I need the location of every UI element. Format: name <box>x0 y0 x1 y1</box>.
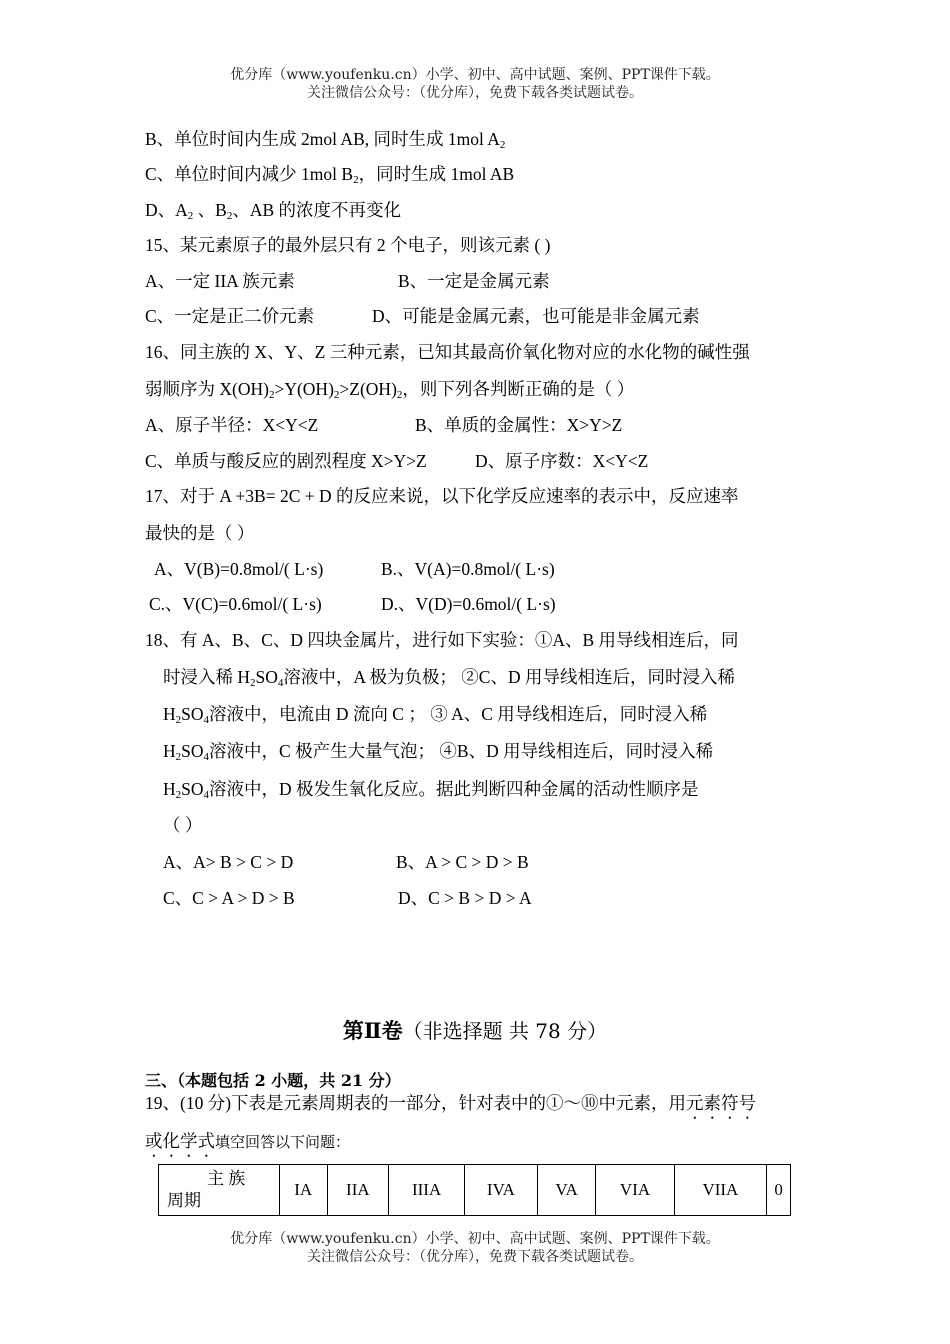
q14-option-d <box>145 197 401 222</box>
table-row <box>159 1165 791 1216</box>
q16-s2-t4: ，则下列各判断正确的是（ ） <box>402 379 635 399</box>
q19-l1-text: 19、(10 分)下表是元素周期表的一部分，针对表中的①～⑩中元素，用 <box>145 1093 687 1113</box>
q16-s2-sub3: 2 <box>396 389 403 401</box>
group-header-iiia: IIIA <box>389 1165 465 1216</box>
q17-stem-1: 17、对于 A +3B= 2C + D 的反应来说，以下化学反应速率的表示中，反应速率 <box>145 486 739 506</box>
q14-d-text: D、A <box>145 200 188 220</box>
q18-option-a: A、A> B > C > D <box>163 852 294 872</box>
q18-l4-sub1: 2 <box>175 751 182 763</box>
q18-option-d: D、C > B > D > A <box>398 888 532 908</box>
q15-option-c: C、一定是正二价元素 <box>145 306 315 326</box>
q19-l2-text: 填空回答以下问题： <box>215 1135 351 1151</box>
part-2-title <box>0 1015 950 1045</box>
q14-option-b <box>145 126 505 151</box>
q14-c-text2: ，同时生成 1mol AB <box>358 164 515 184</box>
q18-option-b: B、A > C > D > B <box>396 852 529 872</box>
q14-d-text3: 、AB 的浓度不再变化 <box>232 200 402 220</box>
q18-l4-t1: H <box>163 741 176 761</box>
q16-stem-2 <box>145 376 634 401</box>
q19-l2-emphasis: 或化学式 <box>145 1131 215 1151</box>
group-header-via: VIA <box>596 1165 674 1216</box>
q16-stem-1: 16、同主族的 X、Y、Z 三种元素，已知其最高价氧化物对应的水化物的碱性强 <box>145 342 750 362</box>
q18-option-c: C、C > A > D > B <box>163 888 295 908</box>
q16-s2-sub1: 2 <box>268 389 275 401</box>
group-header-iva: IVA <box>465 1165 538 1216</box>
q14-b-sub: 2 <box>499 139 506 151</box>
q18-l3-sub1: 2 <box>175 714 182 726</box>
q15-option-b: B、一定是金属元素 <box>398 271 550 291</box>
group-header-0: 0 <box>767 1165 791 1216</box>
section-3-heading: 三、（本题包括 2 小题，共 21 分） <box>145 1071 401 1090</box>
q14-option-c <box>145 161 514 186</box>
header-line-1: 优分库（www.youfenku.cn）小学、初中、高中试题、案例、PPT课件下载。 <box>230 67 720 83</box>
q18-l2-sub1: 2 <box>250 677 256 689</box>
part-2-title-main: 第Ⅱ卷 <box>342 1018 403 1043</box>
q16-s2-sub2: 2 <box>333 389 340 401</box>
q18-l5-t1: H <box>163 779 176 799</box>
q18-l5-sub1: 2 <box>175 789 182 801</box>
q18-line-3 <box>163 701 707 726</box>
q18-l2-t2: SO <box>255 667 278 687</box>
q17-option-c: C.、V(C)=0.6mol/( L·s) <box>149 594 322 614</box>
page-header <box>0 66 950 102</box>
q18-l5-t3: 溶液中，D 极发生氧化反应。据此判断四种金属的活动性顺序是 <box>209 779 699 799</box>
q18-l5-sub2: 4 <box>203 789 210 801</box>
q19-l1-emphasis: 元素符号 <box>686 1093 757 1113</box>
q18-l5-t2: SO <box>181 779 204 799</box>
q19-line-2 <box>145 1128 350 1161</box>
footer-line-1: 优分库（www.youfenku.cn）小学、初中、高中试题、案例、PPT课件下载。 <box>230 1231 720 1247</box>
q14-c-sub: 2 <box>353 174 359 186</box>
q14-c-text: C、单位时间内减少 1mol B <box>145 164 354 184</box>
table-corner-cell <box>159 1165 280 1216</box>
part-2-subtitle: （非选择题 共 78 分） <box>402 1019 608 1043</box>
q16-s2-t1: 弱顺序为 X(OH) <box>145 379 269 399</box>
q18-l4-t3: 溶液中，C 极产生大量气泡； ④B、D 用导线相连后，同时浸入稀 <box>209 741 714 761</box>
periodic-table <box>158 1164 791 1216</box>
q15-option-d: D、可能是金属元素，也可能是非金属元素 <box>372 306 700 326</box>
q15-stem: 15、某元素原子的最外层只有 2 个电子，则该元素 ( ) <box>145 235 551 255</box>
q18-l2-t3: 溶液中，A 极为负极； ②C、D 用导线相连后，同时浸入稀 <box>283 667 735 687</box>
q16-option-d: D、原子序数：X<Y<Z <box>475 451 649 471</box>
q16-option-a: A、原子半径：X<Y<Z <box>145 415 319 435</box>
q18-l2-sub2: 4 <box>277 677 284 689</box>
q16-option-b: B、单质的金属性：X>Y>Z <box>415 415 623 435</box>
page-footer <box>0 1230 950 1266</box>
q18-l3-sub2: 4 <box>203 714 210 726</box>
q18-line-6: （ ） <box>163 815 203 835</box>
q18-l2-t1: 时浸入稀 H <box>163 667 251 687</box>
group-header-ia: IA <box>280 1165 328 1216</box>
q18-line-4 <box>163 738 713 763</box>
q16-option-c: C、单质与酸反应的剧烈程度 X>Y>Z <box>145 451 427 471</box>
q16-s2-t3: >Z(OH) <box>339 379 397 399</box>
corner-period-label: 周期 <box>167 1191 201 1210</box>
group-header-viia: VIIA <box>674 1165 766 1216</box>
q14-d-sub1: 2 <box>187 210 194 222</box>
q18-l4-sub2: 4 <box>203 751 210 763</box>
q18-l3-t2: SO <box>181 704 204 724</box>
q14-d-text2: 、B <box>193 200 227 220</box>
header-line-2: 关注微信公众号：（优分库），免费下载各类试题试卷。 <box>307 85 643 101</box>
q18-l4-t2: SO <box>181 741 204 761</box>
q18-line-2 <box>163 664 735 689</box>
q14-b-text: B、单位时间内生成 2mol AB, 同时生成 1mol A <box>145 129 500 149</box>
q18-line-5 <box>163 776 699 801</box>
q17-option-d: D.、V(D)=0.6mol/( L·s) <box>381 594 556 614</box>
q18-line-1: 18、有 A、B、C、D 四块金属片，进行如下实验：①A、B 用导线相连后，同 <box>145 630 739 650</box>
q19-line-1 <box>145 1090 756 1123</box>
footer-line-2: 关注微信公众号：（优分库），免费下载各类试题试卷。 <box>307 1249 643 1265</box>
q18-l3-t1: H <box>163 704 176 724</box>
group-header-va: VA <box>537 1165 596 1216</box>
q18-l3-t3: 溶液中，电流由 D 流向 C ； ③ A、C 用导线相连后，同时浸入稀 <box>209 704 708 724</box>
group-header-iia: IIA <box>327 1165 389 1216</box>
q17-option-a: A、V(B)=0.8mol/( L·s) <box>154 559 324 579</box>
q14-d-sub2: 2 <box>226 210 233 222</box>
q15-option-a: A、一定 IIA 族元素 <box>145 271 295 291</box>
corner-group-label: 主 族 <box>207 1169 246 1188</box>
q17-option-b: B.、V(A)=0.8mol/( L·s) <box>381 559 555 579</box>
q16-s2-t2: >Y(OH) <box>274 379 334 399</box>
q17-stem-2: 最快的是（ ） <box>145 523 255 543</box>
